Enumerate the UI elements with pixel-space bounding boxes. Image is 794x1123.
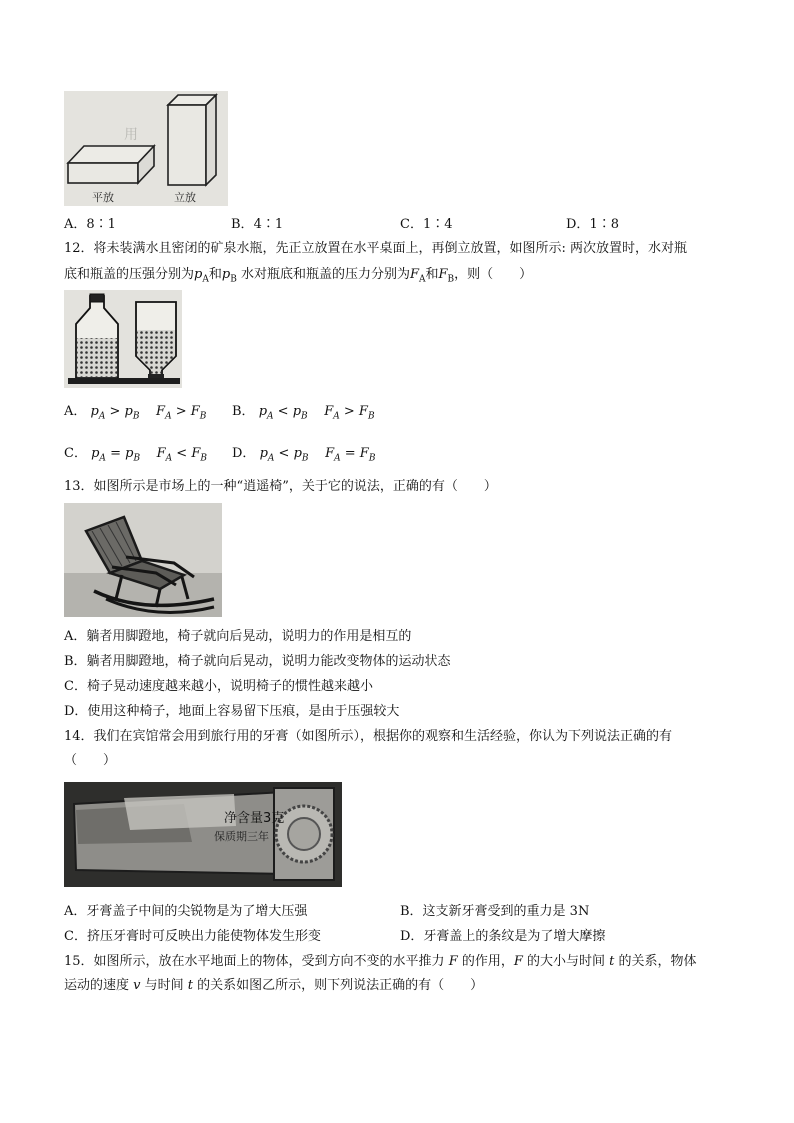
- q15-t1: t: [609, 954, 615, 969]
- q15-F1: F: [448, 954, 458, 969]
- q15-stem-line1: [64, 953, 697, 971]
- q12-stem-line1: [64, 240, 687, 258]
- option-fa: A: [165, 453, 173, 464]
- option-F2: F: [358, 404, 368, 419]
- option-fa: A: [165, 411, 172, 422]
- q14-label-shelf: 保质期三年: [214, 830, 269, 843]
- option-pb: B: [132, 411, 140, 422]
- option-fb: B: [367, 411, 375, 422]
- option-pa: A: [267, 411, 274, 422]
- q11-option-c: [400, 216, 453, 234]
- q13-option-c: C．椅子晃动速度越来越小，说明椅子的惯性越来越小: [64, 679, 373, 694]
- q12-and2: 和: [425, 267, 439, 282]
- option-letter: C．: [64, 446, 87, 461]
- q11-box-diagram: [64, 91, 228, 206]
- q14-stem-line2: （ ）: [64, 753, 117, 768]
- option-letter: C．: [400, 217, 423, 232]
- q12-option-b: [232, 403, 375, 426]
- option-text: 1∶4: [422, 217, 453, 232]
- option-p: p: [258, 404, 268, 419]
- option-rel2: =: [344, 446, 356, 461]
- q14-label-net: 净含量3克: [224, 811, 285, 826]
- option-text: 4∶1: [253, 217, 284, 232]
- q13-stem: 13．如图所示是市场上的一种“逍遥椅”，关于它的说法，正确的有（ ）: [64, 479, 497, 494]
- q12-line2c: ，则（ ）: [454, 267, 533, 282]
- option-rel2: >: [343, 404, 355, 419]
- option-pa: A: [98, 411, 106, 422]
- q12-FA-sub: A: [418, 274, 426, 285]
- option-letter: D．: [566, 217, 590, 232]
- option-letter: B．: [232, 404, 255, 419]
- q13-option-d: D．使用这种椅子，地面上容易留下压痕，是由于压强较大: [64, 704, 400, 719]
- q15-2c: 的关系如图乙所示，则下列说法正确的有（ ）: [193, 978, 484, 993]
- option-pb: B: [133, 453, 141, 464]
- option-pa: A: [99, 453, 106, 464]
- option-p2: p: [293, 446, 302, 461]
- q12-number: 12．: [64, 241, 94, 256]
- q12-line2b: 水对瓶底和瓶盖的压力分别为: [236, 267, 410, 282]
- option-fa: A: [333, 411, 340, 422]
- q12-bottle-diagram: [64, 290, 182, 388]
- q15-F2: F: [513, 954, 523, 969]
- q11-label-upright: 立放: [174, 191, 196, 204]
- option-fb: B: [200, 453, 207, 464]
- option-F: F: [156, 404, 166, 419]
- option-rel2: >: [175, 404, 187, 419]
- q12-pA-sub: A: [202, 274, 209, 285]
- q14-option-d: D．牙膏盖上的条纹是为了增大摩擦: [400, 929, 606, 944]
- option-fa: A: [334, 453, 341, 464]
- q15-2a: 运动的速度: [64, 978, 134, 993]
- q15-1b: 的作用，: [457, 954, 514, 969]
- q12-option-d: [232, 445, 375, 468]
- q15-1c: 的大小与时间: [522, 954, 610, 969]
- q14-option-a: A．牙膏盖子中间的尖锐物是为了增大压强: [64, 904, 308, 919]
- q11-figure: [64, 91, 228, 206]
- option-pa: A: [267, 453, 275, 464]
- option-letter: D．: [232, 446, 256, 461]
- option-F2: F: [190, 404, 200, 419]
- q14-option-b: B．这支新牙膏受到的重力是 3N: [400, 904, 590, 919]
- q13-option-b: B．躺者用脚蹬地，椅子就向后晃动，说明力能改变物体的运动状态: [64, 654, 451, 669]
- option-p2: p: [125, 446, 134, 461]
- q15-t2: t: [187, 978, 193, 993]
- q11-option-b: [231, 216, 283, 234]
- q11-option-a: [64, 216, 116, 234]
- q12-FB: F: [438, 267, 448, 282]
- option-p: p: [90, 404, 99, 419]
- q12-option-c: [64, 445, 207, 468]
- q12-line2a: 底和瓶盖的压强分别为: [64, 267, 195, 282]
- option-p2: p: [124, 404, 133, 419]
- option-text: 1∶8: [589, 217, 619, 232]
- option-F2: F: [359, 446, 369, 461]
- q12-pB: p: [221, 267, 231, 282]
- option-rel1: <: [277, 404, 289, 419]
- option-rel1: <: [278, 446, 290, 461]
- option-F2: F: [191, 446, 201, 461]
- option-p: p: [91, 446, 100, 461]
- option-p: p: [259, 446, 268, 461]
- option-rel2: <: [176, 446, 188, 461]
- q12-and: 和: [208, 267, 222, 282]
- q14-toothpaste-photo: [64, 782, 342, 887]
- q14-option-c: C．挤压牙膏时可反映出力能使物体发生形变: [64, 929, 321, 944]
- option-F: F: [156, 446, 166, 461]
- option-F: F: [324, 404, 334, 419]
- q15-1a: 15．如图所示，放在水平地面上的物体，受到方向不变的水平推力: [64, 954, 449, 969]
- q11-label-flat: 平放: [92, 191, 114, 204]
- option-rel1: >: [109, 404, 121, 419]
- option-p2: p: [292, 404, 302, 419]
- q12-option-a: [64, 403, 206, 426]
- q13-figure: [64, 503, 222, 617]
- option-F: F: [325, 446, 335, 461]
- q12-line1: 将未装满水且密闭的矿泉水瓶，先正立放置在水平桌面上，再倒立放置，如图所示: 两次放置时，水对瓶: [93, 241, 688, 256]
- q12-FB-sub: B: [447, 274, 455, 285]
- option-letter: B．: [231, 217, 254, 232]
- q12-pB-sub: B: [230, 274, 237, 285]
- option-text: 8∶1: [86, 217, 116, 232]
- option-letter: A．: [64, 404, 87, 419]
- q12-stem-line2: [64, 266, 532, 289]
- q14-stem-line1: 14．我们在宾馆常会用到旅行用的牙膏（如图所示），根据你的观察和生活经验，你认为下列说法正确的有: [64, 729, 673, 744]
- q15-1d: 的关系，物体: [614, 954, 697, 969]
- q15-v: v: [133, 978, 141, 993]
- q11-bg-text: 用: [124, 127, 138, 143]
- option-rel1: =: [110, 446, 121, 461]
- q15-stem-line2: [64, 977, 483, 995]
- q12-FA: F: [409, 267, 419, 282]
- option-letter: A．: [64, 217, 87, 232]
- q15-2b: 与时间: [140, 978, 188, 993]
- q13-option-a: A．躺者用脚蹬地，椅子就向后晃动，说明力的作用是相互的: [64, 629, 412, 644]
- q12-pA: p: [194, 267, 203, 282]
- option-fb: B: [368, 453, 376, 464]
- q13-rocking-chair: [64, 503, 222, 617]
- option-pb: B: [301, 411, 308, 422]
- option-fb: B: [199, 411, 207, 422]
- q11-option-d: [566, 216, 619, 234]
- q12-figure: [64, 290, 182, 388]
- q14-figure: [64, 782, 342, 887]
- option-pb: B: [301, 453, 309, 464]
